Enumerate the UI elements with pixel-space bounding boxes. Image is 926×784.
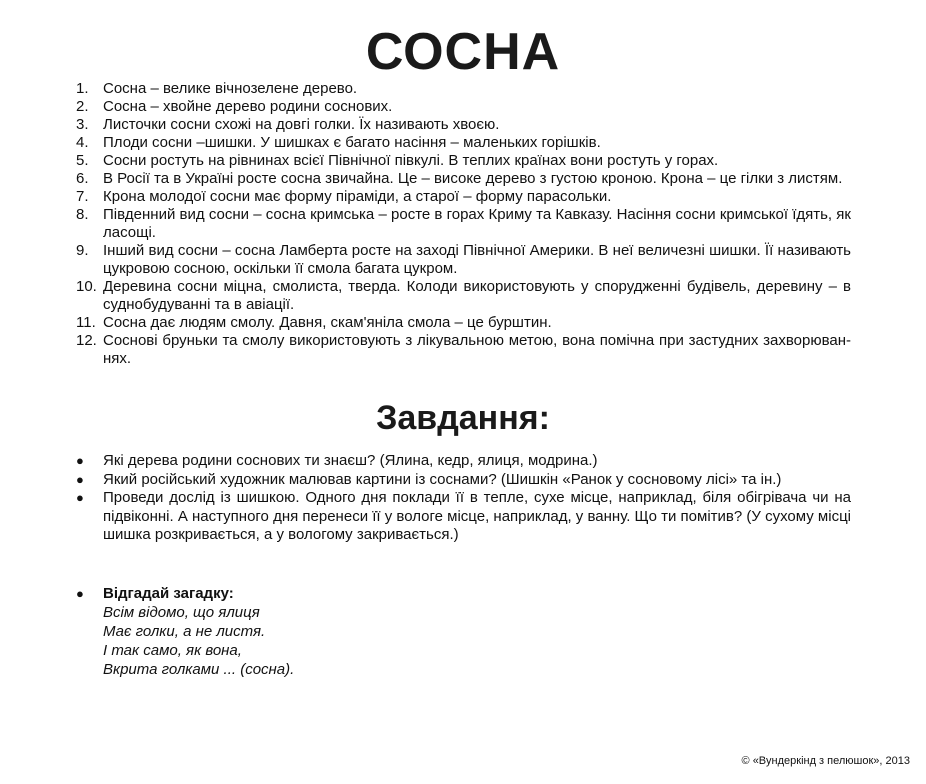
- item-number: 1.: [76, 80, 89, 97]
- item-number: 5.: [76, 152, 89, 169]
- list-item: [76, 314, 851, 332]
- item-number: 7.: [76, 188, 89, 205]
- list-item: [76, 170, 851, 188]
- item-number: 12.: [76, 332, 97, 349]
- riddle-heading-row: [76, 584, 576, 603]
- facts-list: [76, 80, 851, 368]
- riddle-block: [76, 584, 576, 679]
- item-text: Соснові бруньки та смолу використовують з лікувальною метою, вона помічна при застудних захворюван-нях.: [103, 332, 851, 367]
- item-text: Який російський художник малював картини із соснами? (Шишкін «Ранок у сосновому лісі» та ін.): [103, 470, 782, 488]
- item-number: 2.: [76, 98, 89, 115]
- list-item: [76, 152, 851, 170]
- tasks-heading: Завдання:: [376, 399, 550, 437]
- page-title: СОСНА: [365, 23, 561, 81]
- list-item: [76, 332, 851, 368]
- item-text: Сосна – велике вічнозелене дерево.: [103, 80, 358, 97]
- item-number: 9.: [76, 242, 89, 259]
- list-item: [76, 98, 851, 116]
- list-item: [76, 489, 851, 545]
- riddle-heading: Відгадай загадку:: [103, 585, 234, 602]
- riddle-line: Вкрита голками ... (сосна).: [103, 661, 295, 678]
- list-item: [76, 188, 851, 206]
- bullet-icon: ●: [76, 586, 84, 601]
- bullet-icon: ●: [76, 453, 84, 468]
- list-item: [76, 206, 851, 242]
- list-item: [76, 116, 851, 134]
- riddle-line: Має голки, а не листя.: [103, 623, 266, 640]
- list-item: [76, 80, 851, 98]
- list-item: [76, 134, 851, 152]
- item-text: В Росії та в Україні росте сосна звичайна. Це – високе дерево з густою кроною. Крона – це гілки з листям.: [103, 170, 843, 187]
- list-item: [76, 471, 851, 490]
- item-text: Проведи дослід із шишкою. Одного дня поклади її в тепле, сухе місце, наприклад, біля обігрівача чи на підвіконні. А наступного дня перенеси її у вологе місце, наприклад, у ванну. Що ти помітив? (У сухому місці шишка розкривається, а у вологому закривається.): [103, 489, 851, 543]
- item-number: 8.: [76, 206, 89, 223]
- item-number: 4.: [76, 134, 89, 151]
- list-item: [76, 452, 851, 471]
- item-text: Південний вид сосни – сосна кримська – росте в горах Криму та Кавказу. Насіння сосни кримської їдять, як ласощі.: [103, 206, 851, 241]
- copyright-footer: © «Вундеркінд з пелюшок», 2013: [741, 755, 910, 767]
- item-text: Плоди сосни –шишки. У шишках є багато насіння – маленьких горішків.: [103, 134, 601, 151]
- list-item: [76, 242, 851, 278]
- riddle-line: І так само, як вона,: [103, 642, 242, 659]
- item-number: 3.: [76, 116, 89, 133]
- bullet-icon: ●: [76, 471, 84, 487]
- item-number: 6.: [76, 170, 89, 187]
- item-text: Інший вид сосни – сосна Ламберта росте на заході Північної Америки. В неї величезні шишки. Її називають цукровою сосною, оскільки її смола багата цукром.: [103, 242, 851, 277]
- tasks-list: [76, 452, 851, 545]
- item-text: Сосна дає людям смолу. Давня, скам'яніла смола – це бурштин.: [103, 314, 552, 331]
- item-text: Сосни ростуть на рівнинах всієї Північної півкулі. В теплих країнах вони ростуть у горах.: [103, 152, 719, 169]
- item-number: 11.: [76, 314, 96, 331]
- item-text: Листочки сосни схожі на довгі голки. Їх називають хвоєю.: [103, 116, 500, 133]
- bullet-icon: ●: [76, 490, 84, 505]
- list-item: [76, 278, 851, 314]
- item-text: Сосна – хвойне дерево родини соснових.: [103, 98, 393, 115]
- item-text: Які дерева родини соснових ти знаєш? (Ялина, кедр, ялиця, модрина.): [103, 452, 598, 469]
- item-text: Деревина сосни міцна, смолиста, тверда. Колоди використовують у спорудженні будівель, деревину – в суднобудуванні та в авіації.: [103, 278, 851, 313]
- item-text: Крона молодої сосни має форму піраміди, а старої – форму парасольки.: [103, 188, 612, 205]
- item-number: 10.: [76, 278, 97, 295]
- riddle-line: Всім відомо, що ялиця: [103, 604, 260, 621]
